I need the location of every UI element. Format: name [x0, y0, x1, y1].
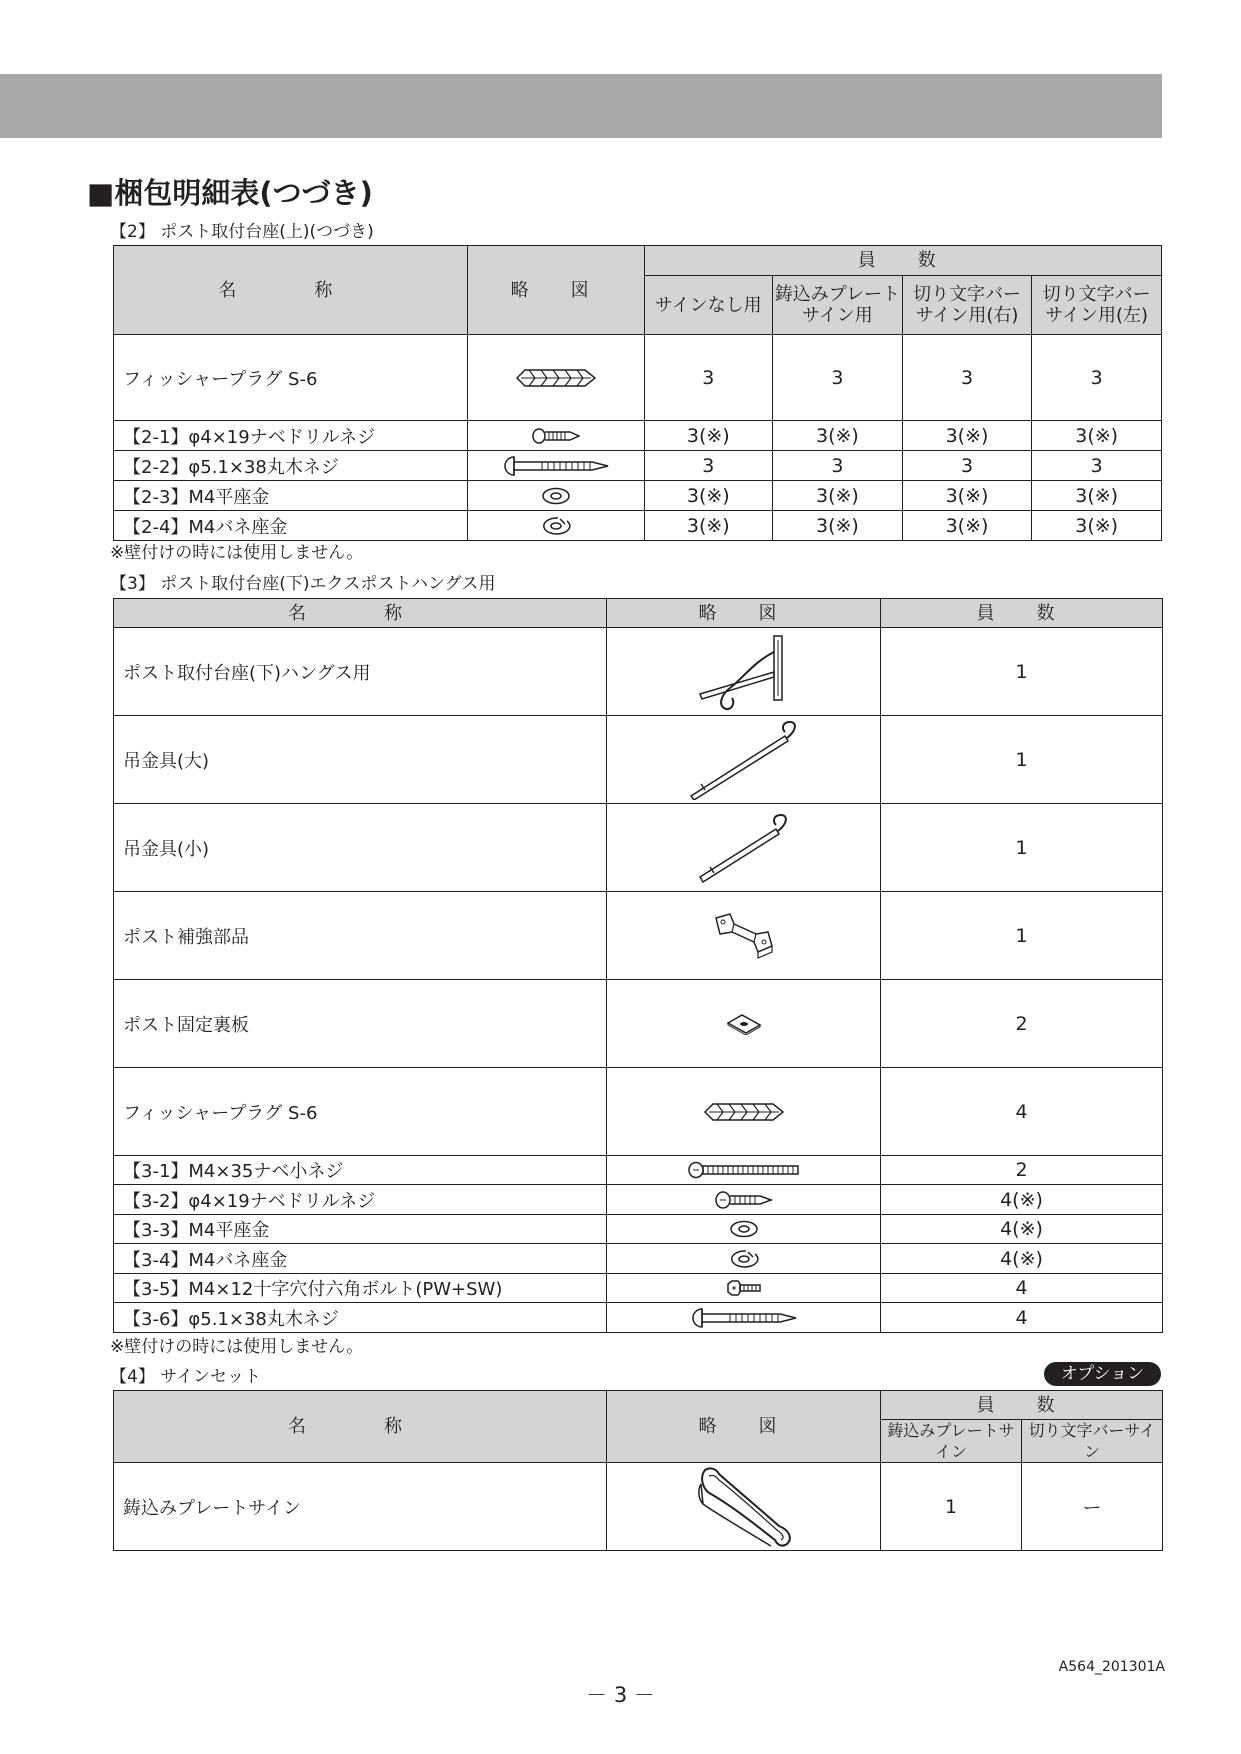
table-row	[114, 1185, 1163, 1215]
header-col: 切り文字バーサイン	[1022, 1420, 1163, 1463]
table-row	[114, 628, 1163, 716]
table-row	[114, 1068, 1163, 1156]
hook-small-icon	[694, 813, 794, 883]
back-plate-icon	[726, 1013, 762, 1035]
item-name: 吊金具(大)	[114, 716, 607, 804]
spring-washer-icon	[729, 1249, 759, 1269]
header-col: サインなし用	[644, 276, 773, 335]
header-name: 名 称	[114, 246, 468, 335]
item-name: 【2-2】φ5.1×38丸木ネジ	[114, 451, 468, 481]
item-name: ポスト固定裏板	[114, 980, 607, 1068]
page-title: ■梱包明細表(つづき)	[87, 176, 373, 210]
count-value: 1	[881, 716, 1163, 804]
item-name: 【3-4】M4バネ座金	[114, 1244, 607, 1274]
header-figure: 略 図	[467, 246, 644, 335]
count-value: 4(※)	[881, 1244, 1163, 1274]
flat-washer-icon	[729, 1220, 759, 1238]
item-name: 【2-3】M4平座金	[114, 481, 468, 511]
reinforcement-icon	[712, 912, 776, 960]
spring-washer-icon	[541, 516, 571, 536]
item-name: 吊金具(小)	[114, 804, 607, 892]
count-value: 3(※)	[773, 421, 903, 451]
count-value: 3(※)	[1032, 481, 1162, 511]
count-value: 3(※)	[773, 511, 903, 541]
page-number: － 3 －	[586, 1683, 655, 1707]
count-value: 1	[881, 1463, 1022, 1551]
count-value: 3(※)	[1032, 421, 1162, 451]
count-value: 1	[881, 804, 1163, 892]
section-3-note: ※壁付けの時には使用しません。	[110, 1337, 364, 1357]
section-2-table	[113, 245, 1162, 541]
header-name: 名 称	[114, 599, 607, 628]
drill-screw-icon	[715, 1190, 773, 1210]
count-value: 4(※)	[881, 1185, 1163, 1215]
count-value: 3	[1032, 451, 1162, 481]
table-row	[114, 335, 1162, 421]
table-row	[114, 511, 1162, 541]
count-value: 3(※)	[902, 481, 1032, 511]
header-count: 員 数	[881, 1391, 1163, 1420]
count-value: 3	[1032, 335, 1162, 421]
count-value: 1	[881, 892, 1163, 980]
item-name: 【2-1】φ4×19ナベドリルネジ	[114, 421, 468, 451]
count-value: 3	[902, 335, 1032, 421]
wood-screw-icon	[502, 455, 610, 477]
count-value: 3(※)	[644, 421, 773, 451]
count-value: 3(※)	[1032, 511, 1162, 541]
table-row	[114, 892, 1163, 980]
plate-sign-icon	[691, 1464, 797, 1550]
section-4-table	[113, 1390, 1163, 1551]
item-name: ポスト補強部品	[114, 892, 607, 980]
item-name: 【3-3】M4平座金	[114, 1215, 607, 1244]
count-value: 3(※)	[773, 481, 903, 511]
table-row	[114, 1244, 1163, 1274]
flat-washer-icon	[541, 487, 571, 505]
section-2-note: ※壁付けの時には使用しません。	[110, 543, 364, 563]
hook-large-icon	[685, 720, 803, 800]
table-row	[114, 1463, 1163, 1551]
table-row	[114, 421, 1162, 451]
header-bar	[0, 74, 1162, 138]
table-row	[114, 980, 1163, 1068]
item-name: フィッシャープラグ S-6	[114, 1068, 607, 1156]
count-value: 3	[773, 335, 903, 421]
section-2-caption: 【2】 ポスト取付台座(上)(つづき)	[110, 222, 374, 242]
machine-screw-icon	[688, 1161, 800, 1179]
bracket-icon	[694, 632, 794, 712]
count-value: 3	[773, 451, 903, 481]
table-row	[114, 1215, 1163, 1244]
drill-screw-icon	[532, 427, 580, 445]
count-value: 4	[881, 1068, 1163, 1156]
count-value: 3	[902, 451, 1032, 481]
count-value: 2	[881, 1156, 1163, 1185]
item-name: 【3-1】M4×35ナベ小ネジ	[114, 1156, 607, 1185]
item-name: ポスト取付台座(下)ハングス用	[114, 628, 607, 716]
table-row	[114, 1303, 1163, 1333]
table-row	[114, 451, 1162, 481]
count-value: 4	[881, 1303, 1163, 1333]
document-id: A564_201301A	[1058, 1659, 1165, 1675]
table-row	[114, 1274, 1163, 1303]
header-name: 名 称	[114, 1391, 607, 1463]
item-name: 鋳込みプレートサイン	[114, 1463, 607, 1551]
wood-screw-icon	[690, 1307, 798, 1329]
header-count: 員 数	[881, 599, 1163, 628]
section-4-caption: 【4】 サインセット	[110, 1367, 262, 1387]
header-col: 切り文字バー サイン用(右)	[902, 276, 1032, 335]
table-row	[114, 804, 1163, 892]
hex-bolt-icon	[726, 1279, 762, 1297]
count-value: 3(※)	[902, 511, 1032, 541]
count-value: 4	[881, 1274, 1163, 1303]
table-row	[114, 716, 1163, 804]
option-badge: オプション	[1044, 1362, 1161, 1386]
count-value: ー	[1022, 1463, 1163, 1551]
header-figure: 略 図	[607, 1391, 881, 1463]
plug-icon	[703, 1101, 785, 1123]
item-name: 【3-2】φ4×19ナベドリルネジ	[114, 1185, 607, 1215]
header-figure: 略 図	[607, 599, 881, 628]
item-name: 【2-4】M4バネ座金	[114, 511, 468, 541]
count-value: 3(※)	[644, 511, 773, 541]
header-col: 切り文字バー サイン用(左)	[1032, 276, 1162, 335]
count-value: 2	[881, 980, 1163, 1068]
header-count: 員 数	[644, 246, 1162, 276]
count-value: 3	[644, 451, 773, 481]
table-row	[114, 481, 1162, 511]
header-col: 鋳込みプレート サイン用	[773, 276, 903, 335]
item-name: 【3-6】φ5.1×38丸木ネジ	[114, 1303, 607, 1333]
count-value: 3(※)	[902, 421, 1032, 451]
section-3-caption: 【3】 ポスト取付台座(下)エクスポストハングス用	[110, 574, 496, 594]
count-value: 4(※)	[881, 1215, 1163, 1244]
item-name: フィッシャープラグ S-6	[114, 335, 468, 421]
count-value: 1	[881, 628, 1163, 716]
table-row	[114, 1156, 1163, 1185]
count-value: 3	[644, 335, 773, 421]
item-name: 【3-5】M4×12十字穴付六角ボルト(PW+SW)	[114, 1274, 607, 1303]
plug-icon	[515, 367, 597, 389]
section-3-table	[113, 598, 1163, 1333]
header-col: 鋳込みプレートサイン	[881, 1420, 1022, 1463]
count-value: 3(※)	[644, 481, 773, 511]
